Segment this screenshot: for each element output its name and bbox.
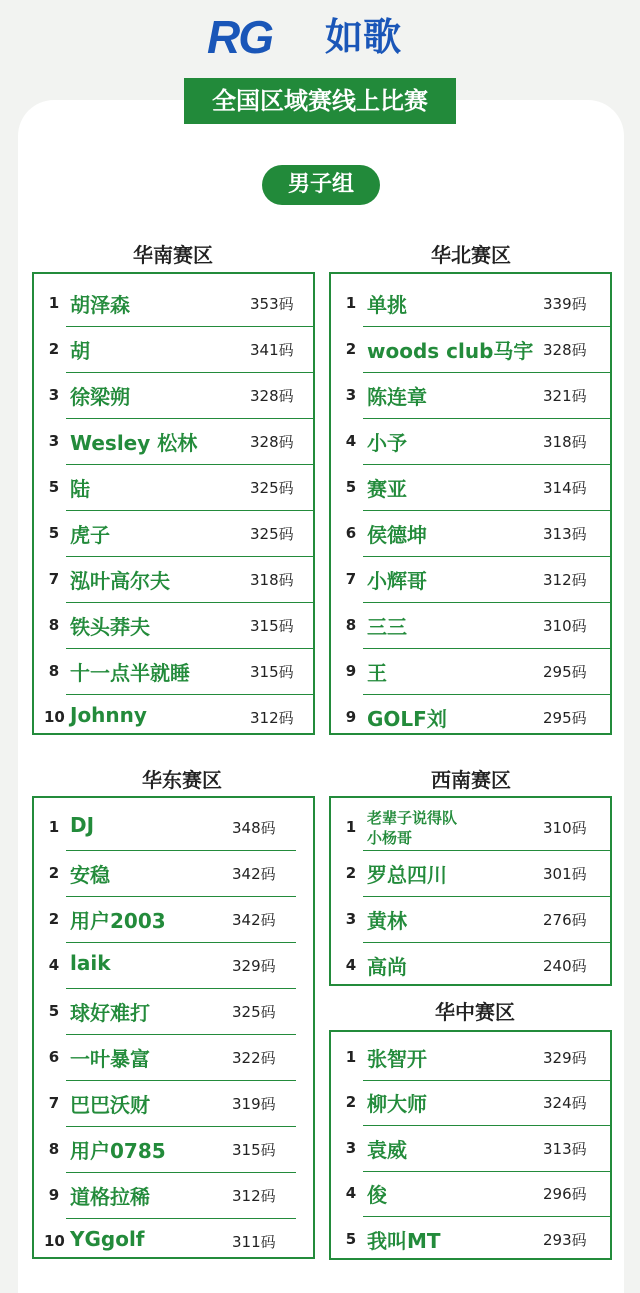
distance-score: 276码 xyxy=(543,911,587,929)
table-row xyxy=(34,280,313,326)
rank-number: 2 xyxy=(345,340,357,358)
player-name: 赛亚 xyxy=(367,477,407,501)
table-row xyxy=(34,510,313,556)
table-row xyxy=(331,464,610,510)
rank-number: 6 xyxy=(345,524,357,542)
table-row xyxy=(34,418,313,464)
player-name: 安稳 xyxy=(70,863,110,887)
table-row xyxy=(34,464,313,510)
region-title-south: 华南赛区 xyxy=(133,243,213,267)
player-name: 胡 xyxy=(70,339,90,363)
table-row xyxy=(331,418,610,464)
distance-score: 312码 xyxy=(250,709,294,727)
player-name: laik xyxy=(70,951,111,975)
table-row xyxy=(34,1080,313,1126)
rank-number: 8 xyxy=(48,662,60,680)
region-title-central: 华中赛区 xyxy=(435,1000,515,1024)
player-name: Wesley 松林 xyxy=(70,431,198,455)
rank-number: 4 xyxy=(345,432,357,450)
rank-number: 5 xyxy=(48,1002,60,1020)
rank-number: 8 xyxy=(48,616,60,634)
rank-number: 2 xyxy=(345,1093,357,1112)
distance-score: 339码 xyxy=(543,295,587,313)
rank-number: 3 xyxy=(345,1138,357,1157)
player-name-line2: 小杨哥 xyxy=(367,829,413,847)
distance-score: 313码 xyxy=(543,1139,587,1158)
rank-number: 4 xyxy=(345,956,357,974)
rank-number: 4 xyxy=(48,956,60,974)
distance-score: 324码 xyxy=(543,1094,587,1113)
distance-score: 328码 xyxy=(250,433,294,451)
distance-score: 315码 xyxy=(232,1141,276,1159)
table-row xyxy=(331,648,610,694)
player-name: 黄林 xyxy=(367,909,407,933)
player-name: 王 xyxy=(367,661,387,685)
ranking-table-east xyxy=(32,796,315,1259)
player-name: 陆 xyxy=(70,477,90,501)
distance-score: 342码 xyxy=(232,911,276,929)
rank-number: 1 xyxy=(345,1047,357,1066)
distance-score: 342码 xyxy=(232,865,276,883)
distance-score: 293码 xyxy=(543,1230,587,1249)
table-row xyxy=(34,648,313,694)
logo-mark: RG xyxy=(207,11,272,63)
player-name: 陈连章 xyxy=(367,385,427,409)
rank-number: 5 xyxy=(345,1229,357,1248)
table-row xyxy=(331,372,610,418)
distance-score: 318码 xyxy=(250,571,294,589)
player-name: 俊 xyxy=(367,1183,387,1208)
player-name: 我叫MT xyxy=(367,1228,441,1253)
distance-score: 321码 xyxy=(543,387,587,405)
table-row xyxy=(331,804,610,850)
distance-score: 301码 xyxy=(543,865,587,883)
distance-score: 295码 xyxy=(543,709,587,727)
table-row xyxy=(34,556,313,602)
rank-number: 1 xyxy=(48,294,60,312)
player-name: 用户2003 xyxy=(70,909,166,933)
player-name: 泓叶高尔夫 xyxy=(70,569,170,593)
player-name: 单挑 xyxy=(367,293,407,317)
ranking-table-south xyxy=(32,272,315,735)
brand-logo xyxy=(0,12,640,62)
distance-score: 310码 xyxy=(543,617,587,635)
rank-number: 9 xyxy=(345,708,357,726)
player-name: YGgolf xyxy=(70,1227,145,1251)
distance-score: 329码 xyxy=(543,1048,587,1067)
distance-score: 312码 xyxy=(543,571,587,589)
table-row xyxy=(34,1218,313,1264)
rank-number: 1 xyxy=(345,818,357,836)
table-row xyxy=(331,510,610,556)
region-title-southwest: 西南赛区 xyxy=(431,768,511,792)
table-row xyxy=(331,942,610,988)
table-row xyxy=(34,896,313,942)
distance-score: 329码 xyxy=(232,957,276,975)
table-row xyxy=(331,1080,610,1126)
ranking-table-north xyxy=(329,272,612,735)
distance-score: 328码 xyxy=(543,341,587,359)
distance-score: 325码 xyxy=(232,1003,276,1021)
player-name: 小辉哥 xyxy=(367,569,427,593)
rank-number: 10 xyxy=(44,1232,65,1250)
distance-score: 314码 xyxy=(543,479,587,497)
player-name: 小予 xyxy=(367,431,407,455)
player-name: 袁威 xyxy=(367,1137,407,1162)
table-row xyxy=(34,694,313,740)
distance-score: 315码 xyxy=(250,663,294,681)
player-name: DJ xyxy=(70,813,95,837)
player-name: 球好难打 xyxy=(70,1001,150,1025)
table-row xyxy=(34,602,313,648)
distance-score: 325码 xyxy=(250,479,294,497)
distance-score: 328码 xyxy=(250,387,294,405)
table-row xyxy=(331,896,610,942)
player-name: 侯德坤 xyxy=(367,523,427,547)
rank-number: 2 xyxy=(48,910,60,928)
player-name: 柳大师 xyxy=(367,1092,427,1117)
player-name: 高尚 xyxy=(367,955,407,979)
table-row xyxy=(34,988,313,1034)
rank-number: 8 xyxy=(345,616,357,634)
rank-number: 3 xyxy=(48,386,60,404)
player-name: 巴巴沃财 xyxy=(70,1093,150,1117)
distance-score: 319码 xyxy=(232,1095,276,1113)
table-row xyxy=(331,326,610,372)
player-name: 道格拉稀 xyxy=(70,1185,150,1209)
player-name: 三三 xyxy=(367,615,407,639)
player-name: 罗总四川 xyxy=(367,863,447,887)
player-name: 虎子 xyxy=(70,523,110,547)
rank-number: 2 xyxy=(48,864,60,882)
table-row xyxy=(331,850,610,896)
rank-number: 7 xyxy=(345,570,357,588)
player-name: 胡泽森 xyxy=(70,293,130,317)
player-name: 张智开 xyxy=(367,1046,427,1071)
region-title-east: 华东赛区 xyxy=(142,768,222,792)
group-label: 男子组 xyxy=(262,165,380,205)
distance-score: 312码 xyxy=(232,1187,276,1205)
ranking-table-central xyxy=(329,1030,612,1260)
rank-number: 2 xyxy=(345,864,357,882)
table-row xyxy=(331,1216,610,1262)
distance-score: 348码 xyxy=(232,819,276,837)
rank-number: 10 xyxy=(44,708,65,726)
rank-number: 9 xyxy=(48,1186,60,1204)
rank-number: 1 xyxy=(48,818,60,836)
distance-score: 310码 xyxy=(543,819,587,837)
rank-number: 5 xyxy=(48,524,60,542)
rank-number: 5 xyxy=(48,478,60,496)
distance-score: 295码 xyxy=(543,663,587,681)
rank-number: 7 xyxy=(48,570,60,588)
distance-score: 322码 xyxy=(232,1049,276,1067)
rank-number: 3 xyxy=(345,386,357,404)
distance-score: 240码 xyxy=(543,957,587,975)
table-row xyxy=(331,1125,610,1171)
ranking-table-southwest xyxy=(329,796,612,986)
table-row xyxy=(331,1171,610,1217)
table-row xyxy=(34,1172,313,1218)
table-row xyxy=(331,694,610,740)
table-row xyxy=(331,1034,610,1080)
player-name: 一叶暴富 xyxy=(70,1047,150,1071)
table-row xyxy=(331,280,610,326)
player-name: woods club马宇 xyxy=(367,339,534,363)
distance-score: 318码 xyxy=(543,433,587,451)
player-name: Johnny xyxy=(70,703,147,727)
rank-number: 3 xyxy=(345,910,357,928)
rank-number: 4 xyxy=(345,1184,357,1203)
logo-name: 如歌 xyxy=(325,15,402,59)
player-name: 徐梁朔 xyxy=(70,385,130,409)
rank-number: 7 xyxy=(48,1094,60,1112)
table-row xyxy=(331,556,610,602)
table-row xyxy=(34,1126,313,1172)
distance-score: 341码 xyxy=(250,341,294,359)
distance-score: 315码 xyxy=(250,617,294,635)
rank-number: 6 xyxy=(48,1048,60,1066)
table-row xyxy=(331,602,610,648)
distance-score: 296码 xyxy=(543,1185,587,1204)
rank-number: 5 xyxy=(345,478,357,496)
player-name: 用户0785 xyxy=(70,1139,166,1163)
region-title-north: 华北赛区 xyxy=(431,243,511,267)
table-row xyxy=(34,850,313,896)
table-row xyxy=(34,1034,313,1080)
rank-number: 8 xyxy=(48,1140,60,1158)
player-name: 老辈子说得队 xyxy=(367,809,458,827)
distance-score: 311码 xyxy=(232,1233,276,1251)
rank-number: 1 xyxy=(345,294,357,312)
table-row xyxy=(34,942,313,988)
rank-number: 9 xyxy=(345,662,357,680)
distance-score: 313码 xyxy=(543,525,587,543)
player-name: 十一点半就睡 xyxy=(70,661,190,685)
event-banner: 全国区域赛线上比赛 xyxy=(184,78,456,124)
player-name: GOLF刘 xyxy=(367,707,447,731)
table-row xyxy=(34,804,313,850)
distance-score: 325码 xyxy=(250,525,294,543)
player-name: 铁头莽夫 xyxy=(70,615,150,639)
distance-score: 353码 xyxy=(250,295,294,313)
table-row xyxy=(34,326,313,372)
table-row xyxy=(34,372,313,418)
rank-number: 2 xyxy=(48,340,60,358)
rank-number: 3 xyxy=(48,432,60,450)
